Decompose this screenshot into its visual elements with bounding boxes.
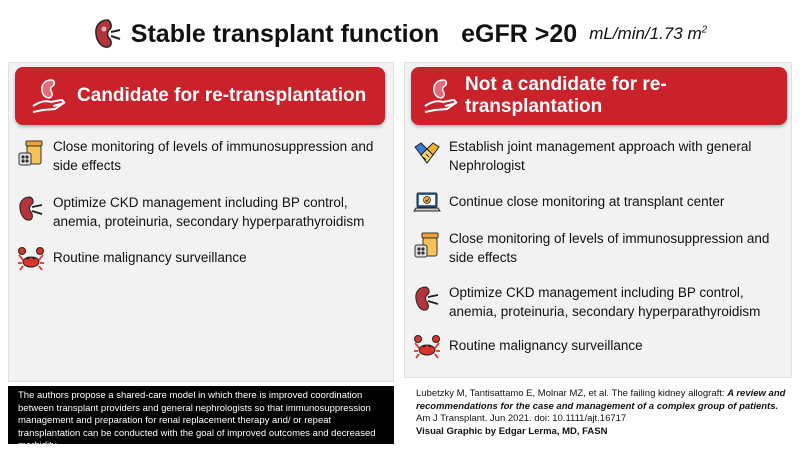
egfr-unit: mL/min/1.73 $m^2$ xyxy=(589,24,708,43)
graphic-credit: Visual Graphic by Edgar Lerma, MD, FASN xyxy=(416,425,608,437)
kidney-icon xyxy=(17,195,45,223)
kidney-icon xyxy=(413,285,441,313)
non-candidate-banner xyxy=(411,67,787,125)
kidney-in-hand-icon xyxy=(421,76,461,116)
crab-icon xyxy=(413,333,441,361)
list-item-text: Continue close monitoring at transplant center xyxy=(449,194,725,209)
list-item xyxy=(413,283,789,321)
kidney-icon xyxy=(93,18,123,50)
citation-title: A review and recommendations for the case and management of a complex group of patients. xyxy=(416,388,786,412)
page-title xyxy=(0,14,800,54)
non-candidate-banner-label: Not a candidate for re-transplantation xyxy=(465,74,667,117)
summary-box xyxy=(8,386,394,451)
citation-line xyxy=(416,388,796,413)
list-item xyxy=(17,193,383,231)
title-text: Stable transplant function xyxy=(130,19,440,48)
list-item xyxy=(17,243,383,273)
list-item xyxy=(413,187,779,217)
non-candidate-panel xyxy=(404,62,792,378)
list-item-text: Routine malignancy surveillance xyxy=(53,250,247,265)
kidney-in-hand-icon xyxy=(29,76,69,116)
list-item-text: Close monitoring of levels of immunosuppression and side effects xyxy=(53,139,374,173)
candidate-banner-label: Candidate for re-transplantation xyxy=(77,85,367,106)
handshake-icon xyxy=(413,139,441,167)
egfr-threshold: eGFR >20 xyxy=(461,19,578,48)
list-item-text: Optimize CKD management including BP control, anemia, proteinuria, secondary hyperparathyroidism xyxy=(53,195,365,229)
laptop-monitor-icon xyxy=(413,189,441,217)
list-item-text: Routine malignancy surveillance xyxy=(449,338,643,353)
crab-icon xyxy=(17,245,45,273)
list-item xyxy=(413,137,779,175)
pill-bottle-icon xyxy=(17,139,45,167)
summary-text: The authors propose a shared-care model in which there is improved coordination between transplant providers and general nephrologists so that immunosuppression management and preparation for renal replacement therapy and/ or repeat transplantation can be conducted with the goal of improved outcomes and decreased morbidity. xyxy=(18,390,376,451)
candidate-panel xyxy=(8,62,394,382)
pill-bottle-icon xyxy=(413,231,441,259)
list-item-text: Close monitoring of levels of immunosuppression and side effects xyxy=(449,231,770,265)
citation-journal: Am J Transplant. Jun 2021. doi: 10.1111/ajt.16717 xyxy=(416,413,627,424)
list-item-text: Establish joint management approach with general Nephrologist xyxy=(449,139,752,173)
citation xyxy=(416,388,796,438)
list-item xyxy=(413,331,779,361)
list-item xyxy=(413,229,779,267)
citation-authors: Lubetzky M, Tantisattamo E, Molnar MZ, et al. The failing kidney allograft: xyxy=(416,388,728,399)
candidate-banner xyxy=(15,67,385,125)
list-item xyxy=(17,137,383,175)
list-item-text: Optimize CKD management including BP control, anemia, proteinuria, secondary hyperparathyroidism xyxy=(449,285,761,319)
